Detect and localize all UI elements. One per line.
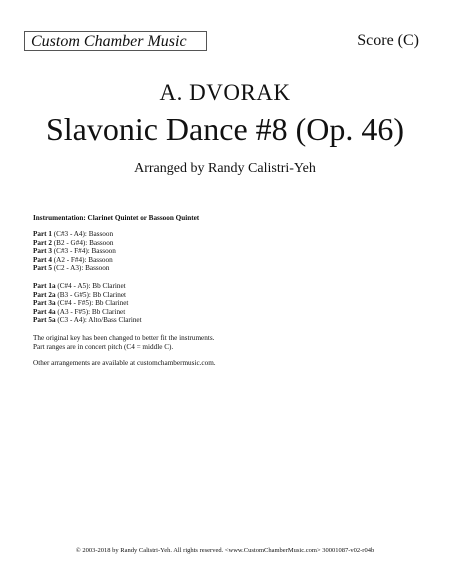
part-label: Part 1a xyxy=(33,282,56,291)
part-label: Part 3 xyxy=(33,247,52,256)
part-label: Part 4a xyxy=(33,307,56,316)
part-label: Part 5 xyxy=(33,264,52,273)
other-arrangements-note: Other arrangements are available at customchambermusic.com. xyxy=(33,359,216,368)
concert-pitch-note: Part ranges are in concert pitch (C4 = middle C). xyxy=(33,342,174,351)
part-detail: (B2 - G#4): Bassoon xyxy=(51,238,114,247)
publisher-box: Custom Chamber Music xyxy=(24,31,207,51)
part-line xyxy=(33,239,413,247)
content-body xyxy=(33,214,413,368)
part-line xyxy=(33,230,413,238)
part-label: Part 3a xyxy=(33,299,56,308)
part-line xyxy=(33,316,413,324)
copyright-footer: © 2003-2018 by Randy Calistri-Yeh. All rights reserved. <www.CustomChamberMusic.com> 30001087-v02-r04b xyxy=(75,547,375,554)
part-label: Part 2 xyxy=(33,238,52,247)
bassoon-parts-list xyxy=(33,230,413,272)
part-detail: (A3 - F#5): Bb Clarinet xyxy=(55,307,126,316)
part-line xyxy=(33,291,413,299)
instrumentation-heading: Instrumentation: Clarinet Quintet or Bassoon Quintet xyxy=(33,214,200,222)
part-detail: (C#3 - F#4): Bassoon xyxy=(51,247,116,256)
part-detail: (C2 - A3): Bassoon xyxy=(51,264,110,273)
part-detail: (C#4 - F#5): Bb Clarinet xyxy=(55,299,129,308)
arranger-credit: Arranged by Randy Calistri-Yeh xyxy=(134,161,316,176)
part-label: Part 2a xyxy=(33,290,56,299)
part-detail: (C#3 - A4): Bassoon xyxy=(51,230,114,239)
composer-name: A. DVORAK xyxy=(159,80,291,105)
score-label: Score (C) xyxy=(357,32,419,49)
part-line xyxy=(33,282,413,290)
part-line xyxy=(33,247,413,255)
part-label: Part 1 xyxy=(33,230,52,239)
clarinet-parts-list xyxy=(33,282,413,324)
part-label: Part 4 xyxy=(33,255,52,264)
key-notes xyxy=(33,334,413,351)
part-line xyxy=(33,256,413,264)
part-detail: (B3 - G#5): Bb Clarinet xyxy=(55,290,127,299)
part-label: Part 5a xyxy=(33,316,56,325)
part-detail: (A2 - F#4): Bassoon xyxy=(51,255,113,264)
part-line xyxy=(33,299,413,307)
part-line xyxy=(33,264,413,272)
part-detail: (C3 - A4): Alto/Bass Clarinet xyxy=(55,316,142,325)
piece-title: Slavonic Dance #8 (Op. 46) xyxy=(45,111,405,147)
key-change-note: The original key has been changed to better fit the instruments. xyxy=(33,334,215,343)
part-detail: (C#4 - A5): Bb Clarinet xyxy=(55,282,126,291)
part-line xyxy=(33,308,413,316)
